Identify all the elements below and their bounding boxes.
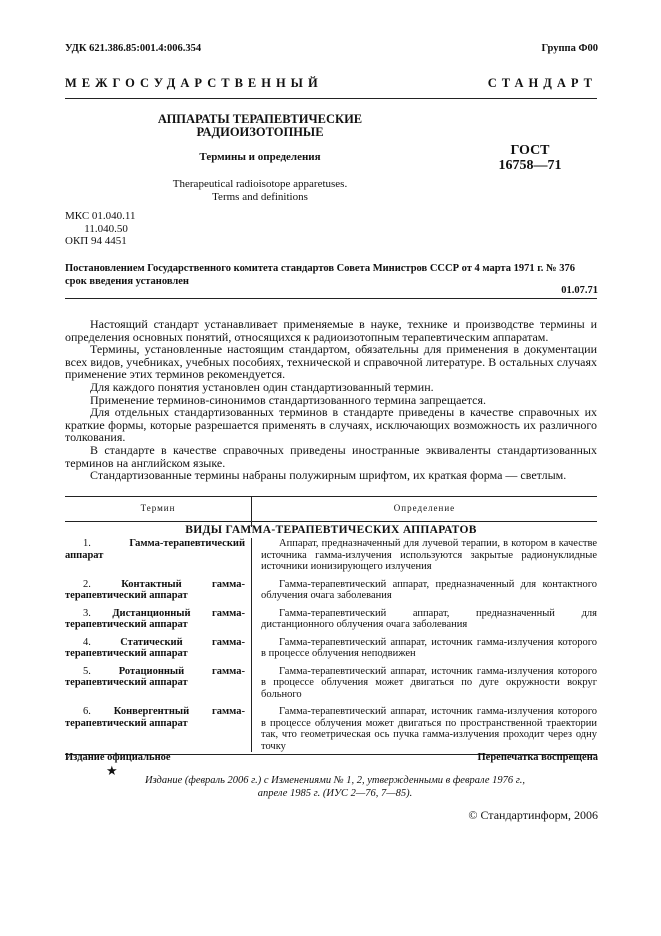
english-title: [135, 178, 385, 204]
title-line-1: АППАРАТЫ ТЕРАПЕВТИЧЕСКИЕ: [157, 112, 363, 126]
english-title-line-2: Terms and definitions: [212, 191, 308, 203]
definition-cell: [251, 637, 597, 660]
term-text: Ротационный гамма-терапевтический аппарат: [65, 665, 245, 688]
no-reprint-label: Перепечатка воспрещена: [477, 752, 598, 763]
edition-note: [130, 774, 540, 800]
term-text: Дистанционный гамма-терапевтический аппарат: [65, 607, 245, 630]
term-cell: [65, 608, 251, 631]
intro-paragraph: Стандартизованные термины набраны полужирным шрифтом, их краткая форма — светлым.: [90, 468, 567, 483]
intro-section: [65, 318, 597, 482]
table-row: [65, 538, 597, 573]
term-text: Статический гамма-терапевтический аппарат: [65, 636, 245, 659]
definition-cell: [251, 579, 597, 602]
definition-text: Аппарат, предназначенный для лучевой терапии, в котором в качестве источника гамма-излучения используются закрытые радионуклидные источники ионизирующего излучения: [261, 538, 597, 572]
terms-table: [65, 496, 597, 755]
term-text: Контактный гамма-терапевтический аппарат: [65, 578, 245, 601]
term-cell: [65, 538, 251, 573]
intro-paragraph: Настоящий стандарт устанавливает применяемые в науке, технике и производстве термины и определения основных понятий, относящихся к радиоизотопным терапевтическим аппаратам.: [65, 317, 597, 344]
intro-paragraph: Для каждого понятия установлен один стандартизованный термин.: [90, 379, 434, 394]
table-row: [65, 637, 597, 660]
okp-code: ОКП 94 4451: [65, 235, 127, 247]
table-header: [65, 496, 597, 522]
term-text: Гамма-терапевтический аппарат: [65, 538, 245, 561]
intro-paragraph: В стандарте в качестве справочных приведены иностранные эквиваленты стандартизованных терминов на английском языке.: [65, 442, 597, 470]
document-title: [145, 113, 375, 139]
edition-note-line-2: апреле 1985 г. (ИУС 2—76, 7—85).: [257, 788, 413, 799]
gost-designation: [480, 143, 580, 173]
intro-paragraph: Применение терминов-синонимов стандартизованного термина запрещается.: [90, 392, 486, 407]
intro-paragraph: Для отдельных стандартизованных терминов в стандарте приведены в качестве справочных их краткие формы, которые разрешается применять в случаях, исключающих возможность их различного толкования.: [65, 405, 597, 445]
banner-rule: [65, 98, 597, 99]
classifier-codes: [65, 210, 136, 248]
copyright: © Стандартинформ, 2006: [468, 808, 598, 822]
term-cell: [65, 579, 251, 602]
definition-text: Гамма-терапевтический аппарат, источник гамма-излучения которого в процессе облучения неподвижен: [261, 636, 597, 659]
mks-code-2: 11.040.50: [65, 222, 128, 235]
table-body: [65, 538, 597, 752]
term-cell: [65, 637, 251, 660]
term-cell: [65, 666, 251, 701]
table-row: [65, 666, 597, 701]
standard-banner: МЕЖГОСУДАРСТВЕННЫЙ СТАНДАРТ: [65, 76, 597, 90]
star-icon: ★: [106, 763, 118, 778]
official-edition-label: Издание официальное: [65, 752, 171, 763]
term-number: 2.: [83, 578, 91, 590]
english-title-line-1: Therapeutical radioisotope apparetuses.: [172, 178, 348, 190]
table-row: [65, 706, 597, 752]
section-title: ВИДЫ ГАММА-ТЕРАПЕВТИЧЕСКИХ АППАРАТОВ: [185, 524, 477, 536]
term-number: 6.: [83, 706, 91, 717]
document-subtitle: Термины и определения: [199, 151, 321, 163]
definition-text: Гамма-терапевтический аппарат, источник гамма-излучения которого в процессе облучения может двигаться по пространственной траектории так, что геометрическая ось пучка гамма-излучения проходит через одну точку: [261, 706, 597, 752]
definition-text: Гамма-терапевтический аппарат, предназначенный для дистанционного облучения очага заболевания: [261, 607, 597, 630]
term-number: 4.: [83, 636, 91, 648]
definition-cell: [251, 538, 597, 573]
udk-code: УДК 621.386.85:001.4:006.354: [65, 43, 202, 54]
gost-label: ГОСТ: [510, 143, 550, 158]
decree-text: Постановлением Государственного комитета стандартов Совета Министров СССР от 4 марта 1971 г. № 376 срок введения установлен: [65, 263, 575, 287]
group-code: Группа Ф00: [541, 43, 598, 54]
term-number: 5.: [83, 665, 91, 677]
table-row: [65, 579, 597, 602]
column-header-definition: Определение: [251, 497, 597, 527]
intro-paragraph: Термины, установленные настоящим стандартом, обязательны для применения в документации всех видов, учебниках, учебных пособиях, технической и справочной литературе. В остальных случаях применение этих терминов рекомендуется.: [65, 342, 597, 382]
gost-number: 16758—71: [498, 158, 562, 173]
definition-cell: [251, 666, 597, 701]
table-row: [65, 608, 597, 631]
term-cell: [65, 706, 251, 752]
column-divider: [251, 538, 252, 752]
effective-date: 01.07.71: [561, 285, 598, 296]
definition-text: Гамма-терапевтический аппарат, предназначенный для контактного облучения очага заболевания: [261, 578, 597, 601]
term-number: 3.: [83, 607, 91, 619]
definition-cell: [251, 706, 597, 752]
column-header-term: Термин: [140, 503, 176, 513]
definition-text: Гамма-терапевтический аппарат, источник гамма-излучения которого в процессе облучения может двигаться по дуге окружности вокруг больного: [261, 665, 597, 700]
definition-cell: [251, 608, 597, 631]
term-text: Конвергентный гамма-терапевтический аппарат: [65, 706, 246, 729]
edition-note-line-1: Издание (февраль 2006 г.) с Изменениями № 1, 2, утвержденными в феврале 1976 г.,: [145, 775, 525, 786]
term-number: 1.: [83, 538, 91, 549]
title-line-2: РАДИОИЗОТОПНЫЕ: [196, 125, 324, 139]
mks-code-1: МКС 01.040.11: [65, 210, 136, 222]
decree-rule: [65, 298, 597, 299]
